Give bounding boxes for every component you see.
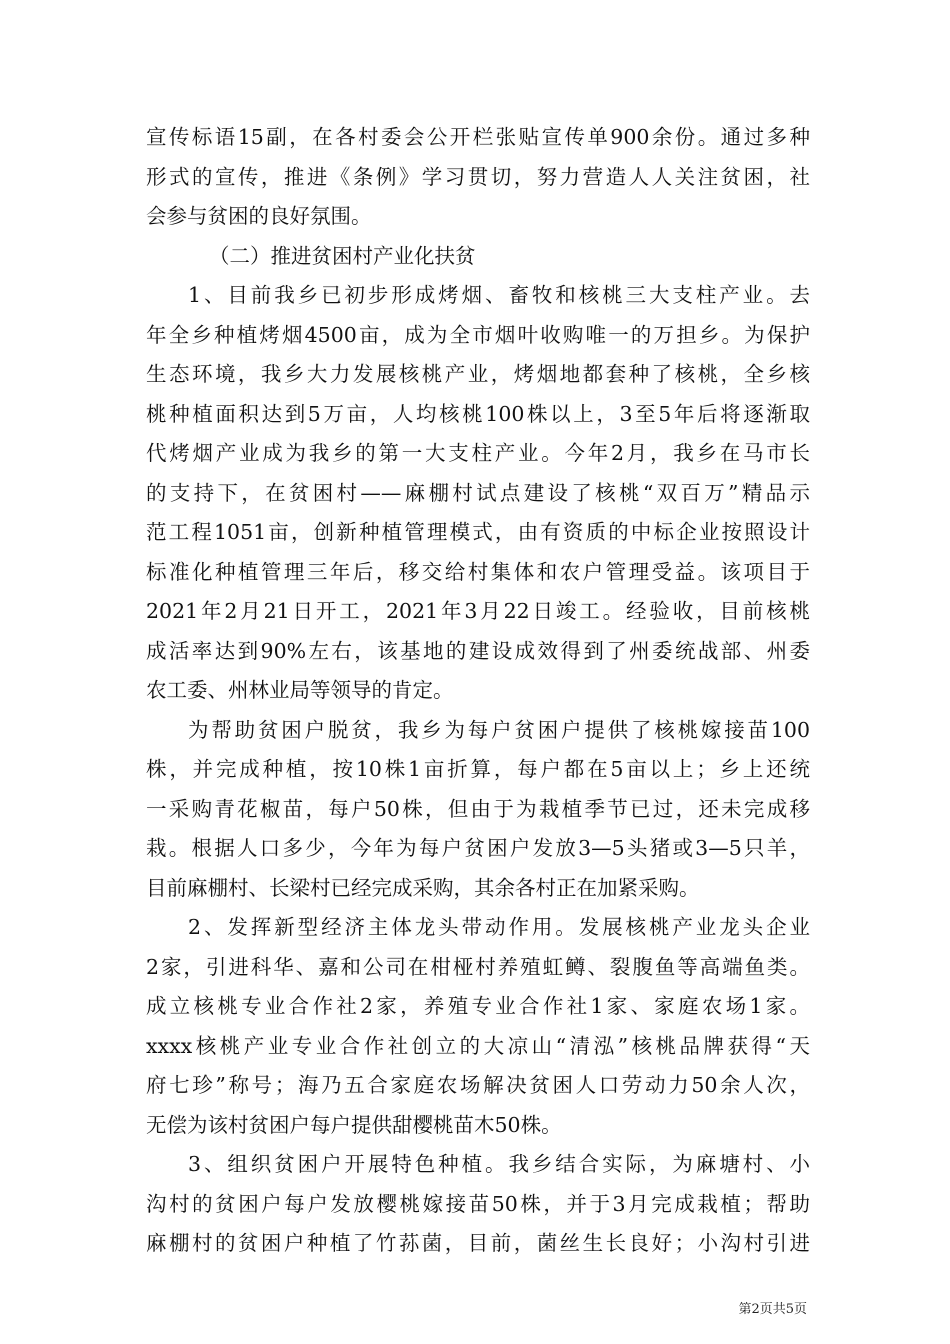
text-line: 生态环境，我乡大力发展核桃产业，烤烟地都套种了核桃，全乡核 [146,362,810,386]
text-line: 为帮助贫困户脱贫，我乡为每户贫困户提供了核桃嫁接苗100 [188,717,810,742]
text-line: 3、组织贫困户开展特色种植。我乡结合实际，为麻塘村、小 [188,1152,810,1176]
text-line: 标准化种植管理三年后，移交给村集体和农户管理受益。该项目于 [146,559,810,584]
text-line: 桃种植面积达到5万亩，人均核桃100株以上，3至5年后将逐渐取 [146,401,810,426]
text-line: 2家，引进科华、嘉和公司在柑桠村养殖虹鳟、裂腹鱼等高端鱼类。 [146,954,810,979]
text-line: 代烤烟产业成为我乡的第一大支柱产业。今年2月，我乡在马市长 [146,441,810,465]
text-line: 目前麻棚村、长梁村已经完成采购，其余各村正在加紧采购。 [146,875,700,900]
document-body [146,118,810,1264]
text-line: 会参与贫困的良好氛围。 [146,204,372,228]
text-line: 沟村的贫困户每户发放樱桃嫁接苗50株，并于3月完成栽植；帮助 [146,1191,810,1216]
text-line: 一采购青花椒苗，每户50株，但由于为栽植季节已过，还未完成移 [146,796,810,821]
text-line: 农工委、州林业局等领导的肯定。 [146,678,454,702]
page-number: 第2页共5页 [738,1302,807,1317]
text-line: 株，并完成种植，按10株1亩折算，每户都在5亩以上；乡上还统 [146,757,810,781]
text-line: 年全乡种植烤烟4500亩，成为全市烟叶收购唯一的万担乡。为保护 [146,322,810,347]
text-line: 2021年2月21日开工，2021年3月22日竣工。经验收，目前核桃 [146,599,810,623]
text-line: 无偿为该村贫困户每户提供甜樱桃苗木50株。 [146,1112,562,1137]
text-line: 2、发挥新型经济主体龙头带动作用。发展核桃产业龙头企业 [188,915,810,939]
text-line: 麻棚村的贫困户种植了竹荪菌，目前，菌丝生长良好；小沟村引进 [146,1231,810,1255]
text-line: xxxx核桃产业专业合作社创立的大凉山“清泓”核桃品牌获得“天 [146,1033,810,1058]
text-line: 成活率达到90%左右，该基地的建设成效得到了州委统战部、州委 [146,638,810,663]
text-line: 1、目前我乡已初步形成烤烟、畜牧和核桃三大支柱产业。去 [188,283,810,307]
text-line: 范工程1051亩，创新种植管理模式，由有资质的中标企业按照设计 [146,520,810,544]
text-line: 府七珍”称号；海乃五合家庭农场解决贫困人口劳动力50余人次， [146,1073,810,1097]
text-line: 形式的宣传，推进《条例》学习贯切，努力营造人人关注贫困，社 [146,164,810,189]
section-heading: （二）推进贫困村产业化扶贫 [209,243,476,268]
text-line: 的支持下，在贫困村——麻棚村试点建设了核桃“双百万”精品示 [146,480,810,505]
text-line: 宣传标语15副，在各村委会公开栏张贴宣传单900余份。通过多种 [146,125,810,149]
text-line: 栽。根据人口多少，今年为每户贫困户发放3—5头猪或3—5只羊， [146,836,810,860]
text-line: 成立核桃专业合作社2家，养殖专业合作社1家、家庭农场1家。 [146,994,810,1018]
